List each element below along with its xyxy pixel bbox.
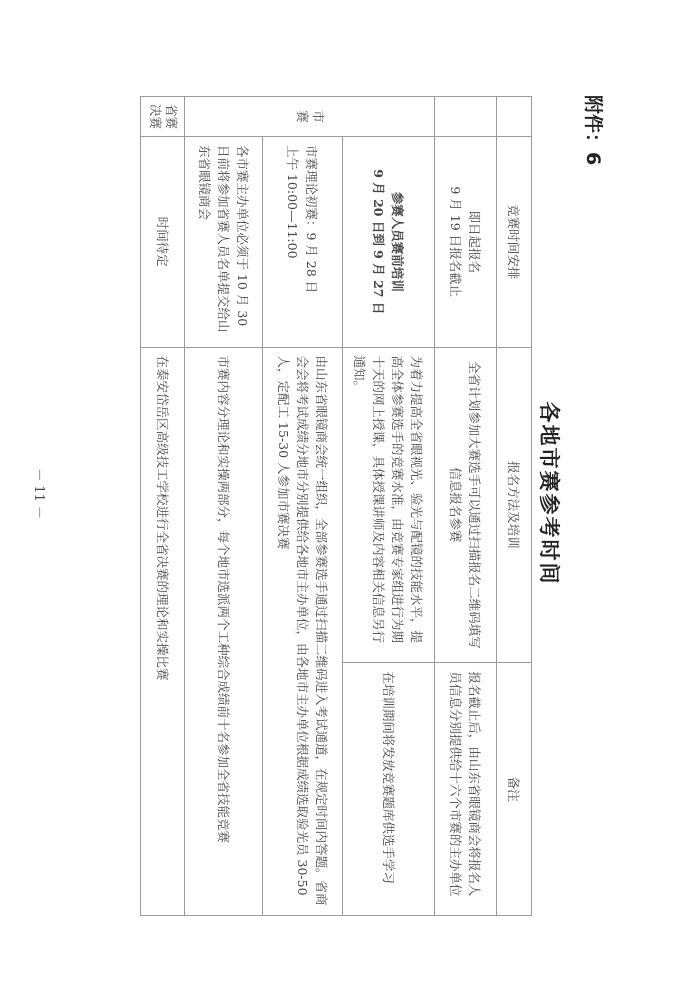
registration-deadline: 9 月 19 日报名截止 <box>448 186 464 298</box>
registration-method-cell: 全省计划参加大赛选手可以通过扫描报名二维码填写信息报名参赛 <box>435 347 497 663</box>
table-row-submission <box>185 97 263 916</box>
table-row-provincial-final <box>141 97 185 916</box>
registration-start: 即日起报名 <box>467 210 483 274</box>
table-row-training <box>343 97 435 916</box>
stage-cell-city-contest <box>185 97 435 137</box>
submission-time-cell: 各市赛主办单位必须于 10 月 30 日前将参加省赛人员名单提交给山东省眼镜商会 <box>185 137 263 348</box>
theory-prelim-time-cell <box>263 137 343 348</box>
city-contest-label: 市赛 <box>295 110 326 123</box>
provincial-final-content-cell: 在泰安岱岳区高级技工学校进行全省决赛的理论和实操比赛 <box>141 347 185 915</box>
training-time-cell <box>343 137 435 348</box>
page-number: － 11 － <box>31 468 46 519</box>
provincial-final-time-cell: 时间待定 <box>141 137 185 348</box>
stage-cell-provincial-final <box>141 97 185 137</box>
submission-content-cell: 市赛内容分理论和实操两部分，每个地市选派两个工种综合成绩前十名参加全省技能竞赛 <box>185 347 263 915</box>
registration-time-cell <box>435 137 497 348</box>
header-note: 备注 <box>497 663 532 916</box>
training-dates: 9 月 20 日到 9 月 27 日 <box>371 169 387 315</box>
training-method-cell: 为着力提高全省眼视光、验光与配镜的技能水平，提高全体参赛选手的竞赛水准，由竞赛专家组进行为期十天的网上授课，具体授课讲师及内容相关信息另行通知。 <box>343 347 435 663</box>
training-title: 参赛人员赛前培训 <box>390 191 406 292</box>
header-method: 报名方法及培训 <box>497 347 532 663</box>
theory-prelim-content-cell: 由山东省眼镜商会统一组织，全部参赛选手通过扫描二维码进入考试通道，在规定时间内答题。省商会会将考试成绩分地市分别提供给各地市主办单位，由各地市主办单位根据成绩选取验光员 30-50 人，定配工 15-30 人参加市赛决赛 <box>263 347 343 915</box>
registration-note-cell: 报名截止后，由山东省眼镜商会将报名人员信息分别提供给十六个市赛的主办单位 <box>435 663 497 916</box>
table-header-row <box>497 97 532 916</box>
attachment-label: 附件：6 <box>582 95 604 166</box>
header-stage <box>497 97 532 137</box>
header-time: 竞赛时间安排 <box>497 137 532 348</box>
document-title: 各地市赛参考时间 <box>537 401 561 586</box>
training-note-cell: 在培训期间将发放竞赛题库供选手学习 <box>343 663 435 916</box>
theory-prelim-hours: 上午 10:00—11:00 <box>285 145 301 259</box>
table-row-theory-prelim <box>263 97 343 916</box>
table-row-registration <box>435 97 497 916</box>
theory-prelim-date: 市赛理论初赛：9 月 28 日 <box>304 145 320 294</box>
provincial-final-label: 省赛决赛 <box>148 103 179 129</box>
stage-cell-empty <box>435 97 497 137</box>
schedule-table <box>140 96 532 916</box>
